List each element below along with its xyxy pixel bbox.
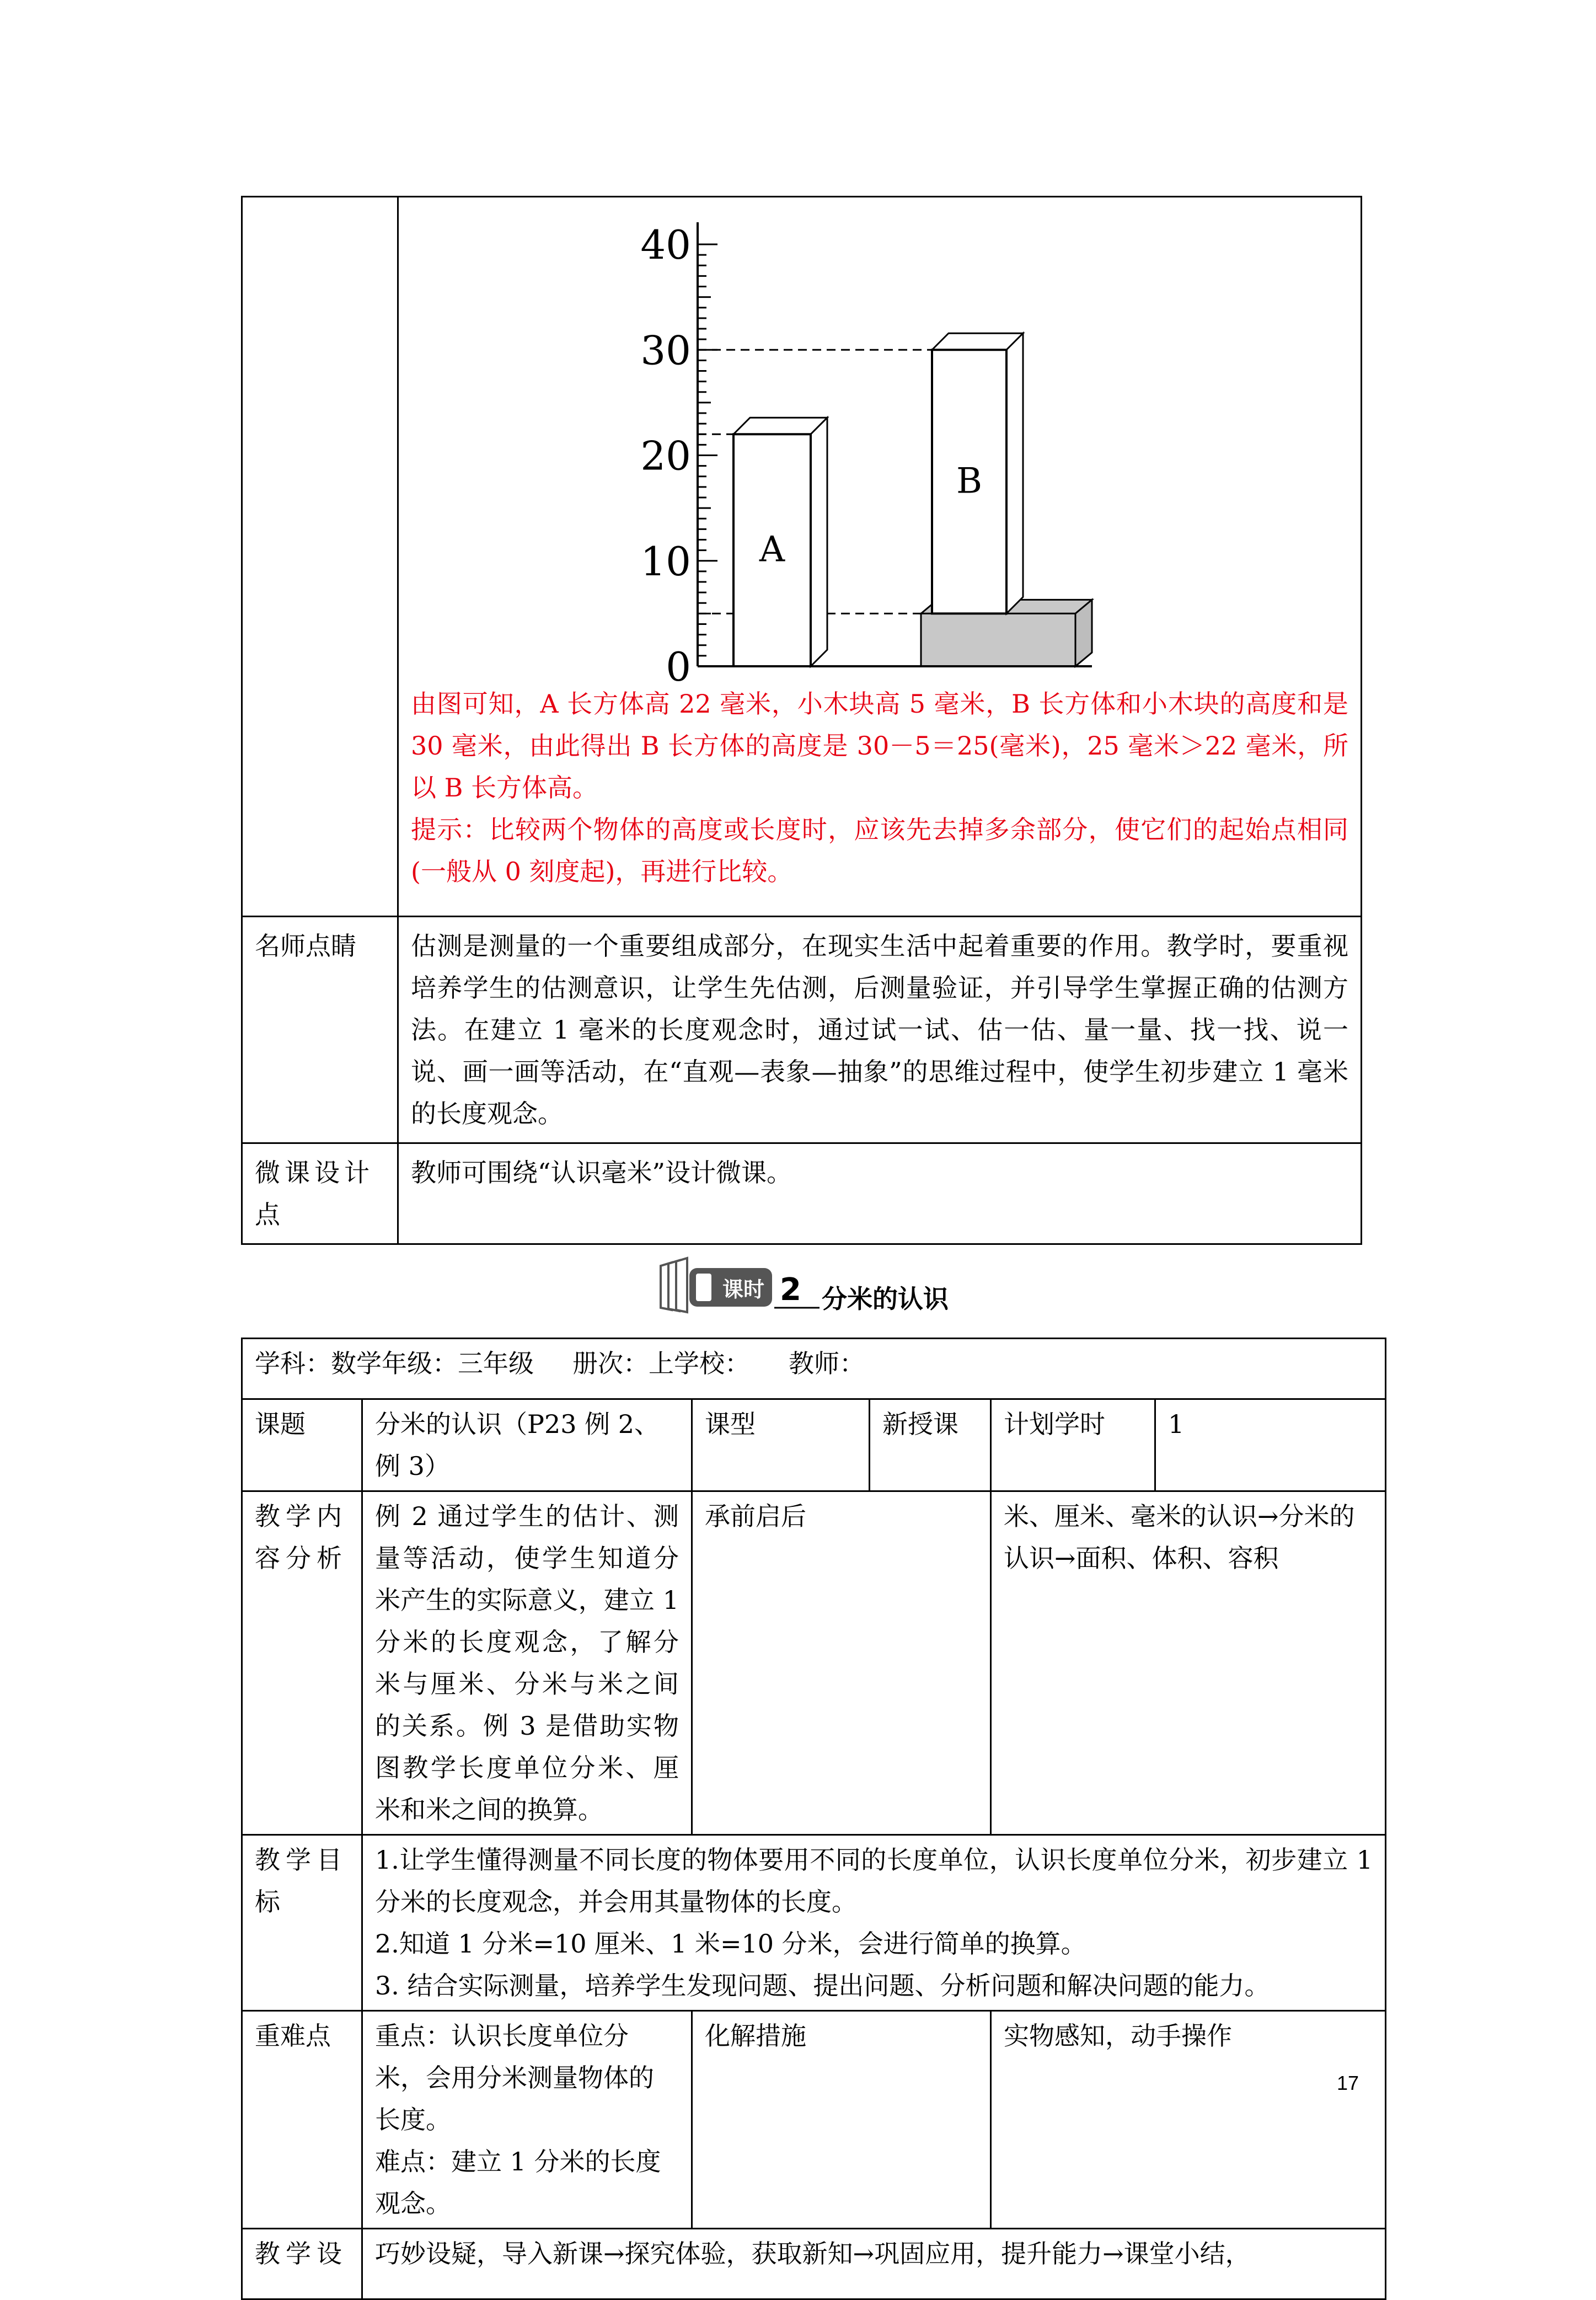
y-tick-label: 30 (640, 327, 691, 374)
design-label: 教学设 (242, 2229, 362, 2299)
lesson-plan-table (241, 1338, 1386, 2300)
badge-number: 2 (780, 1272, 801, 1308)
goal-item: 1.让学生懂得测量不同长度的物体要用不同的长度单位，认识长度单位分米，初步建立 1 分米的长度观念，并会用其量物体的长度。 (375, 1845, 1373, 1917)
key-point: 重点：认识长度单位分米，会用分米测量物体的长度。 (375, 2021, 654, 2135)
empty-label-cell (242, 197, 398, 917)
measure-label: 化解措施 (692, 2011, 991, 2229)
teacher-tips-text: 估测是测量的一个重要组成部分，在现实生活中起着重要的作用。教学时，要重视培养学生的估测意识，让学生先估测，后测量验证，并引导学生掌握正确的估测方法。在建立 1 毫米的长度观念时，通过试一试、估一估、量一量、找一找、说一说、画一画等活动，在“直观—表象—抽象”的思维过程中，使学生初步建立 1 毫米的长度观念。 (398, 917, 1362, 1143)
teacher: 教师： (789, 1349, 865, 1378)
goal-item: 2.知道 1 分米=10 厘米、1 米=10 分米，会进行简单的换算。 (375, 1929, 1086, 1959)
bar-side-face (811, 418, 827, 666)
lesson-badge-icon (656, 1255, 822, 1315)
y-tick-label: 0 (666, 644, 691, 690)
difficult-point: 难点：建立 1 分米的长度观念。 (375, 2147, 661, 2218)
topic-label: 课题 (242, 1399, 362, 1491)
grade: 年级：三年级 (382, 1349, 534, 1378)
key-label: 重难点 (242, 2011, 362, 2229)
goal-item: 3. 结合实际测量，培养学生发现问题、提出问题、分析问题和解决问题的能力。 (375, 1971, 1270, 2001)
figure-cell (398, 197, 1362, 917)
y-tick-label: 20 (640, 432, 691, 479)
design-text: 巧妙设疑，导入新课→探究体验，获取新知→巩固应用，提升能力→课堂小结， (362, 2229, 1386, 2299)
y-tick-label: 40 (640, 222, 691, 268)
school: 学校： (674, 1349, 750, 1378)
info-row (242, 1339, 1386, 1399)
link-text: 米、厘米、毫米的认识→分米的认识→面积、体积、容积 (991, 1491, 1386, 1835)
link-label: 承前启后 (692, 1491, 991, 1835)
subject: 学科：数学 (255, 1349, 382, 1378)
key-points (362, 2011, 692, 2229)
hours-label: 计划学时 (991, 1399, 1155, 1491)
type-label: 课型 (692, 1399, 870, 1491)
volume: 册次：上 (572, 1349, 674, 1378)
bar-label: B (956, 461, 983, 502)
content-text: 例 2 通过学生的估计、测量等活动，使学生知道分米产生的实际意义，建立 1 分米的长度观念，了解分米与厘米、分米与米之间的关系。例 3 是借助实物图教学长度单位分米、厘米和米之间的换算。 (362, 1491, 692, 1835)
lesson-header (656, 1255, 1153, 1321)
topic-value: 分米的认识（P23 例 2、例 3） (362, 1399, 692, 1491)
row-label-micro: 微课设计点 (242, 1143, 398, 1244)
explanation-text: 由图可知，A 长方体高 22 毫米，小木块高 5 毫米，B 长方体和小木块的高度和是 30 毫米，由此得出 B 长方体的高度是 30－5＝25(毫米)，25 毫米＞22 毫米，所以 B 长方体高。 (411, 689, 1348, 803)
measure-text: 实物感知，动手操作 (991, 2011, 1386, 2229)
bar-label: A (759, 529, 785, 570)
goal-list (362, 1835, 1386, 2011)
content-label: 教学内容分析 (242, 1491, 362, 1835)
bar-side-face (1006, 333, 1023, 613)
hours-value: 1 (1155, 1399, 1386, 1491)
goal-label: 教学目标 (242, 1835, 362, 2011)
y-tick-label: 10 (640, 538, 691, 585)
badge-text: 课时 (722, 1277, 765, 1302)
lesson-title: 分米的认识 (822, 1284, 949, 1314)
row-label-tips: 名师点睛 (242, 917, 398, 1143)
type-value: 新授课 (870, 1399, 991, 1491)
hint-text: 提示：比较两个物体的高度或长度时，应该先去掉多余部分，使它们的起始点相同(一般从 0 刻度起)，再进行比较。 (411, 815, 1348, 886)
wood-block (921, 613, 1075, 666)
page-number: 17 (1337, 2072, 1359, 2094)
micro-course-text: 教师可围绕“认识毫米”设计微课。 (398, 1143, 1362, 1244)
example-table (241, 196, 1362, 1245)
height-comparison-chart (609, 220, 1161, 705)
